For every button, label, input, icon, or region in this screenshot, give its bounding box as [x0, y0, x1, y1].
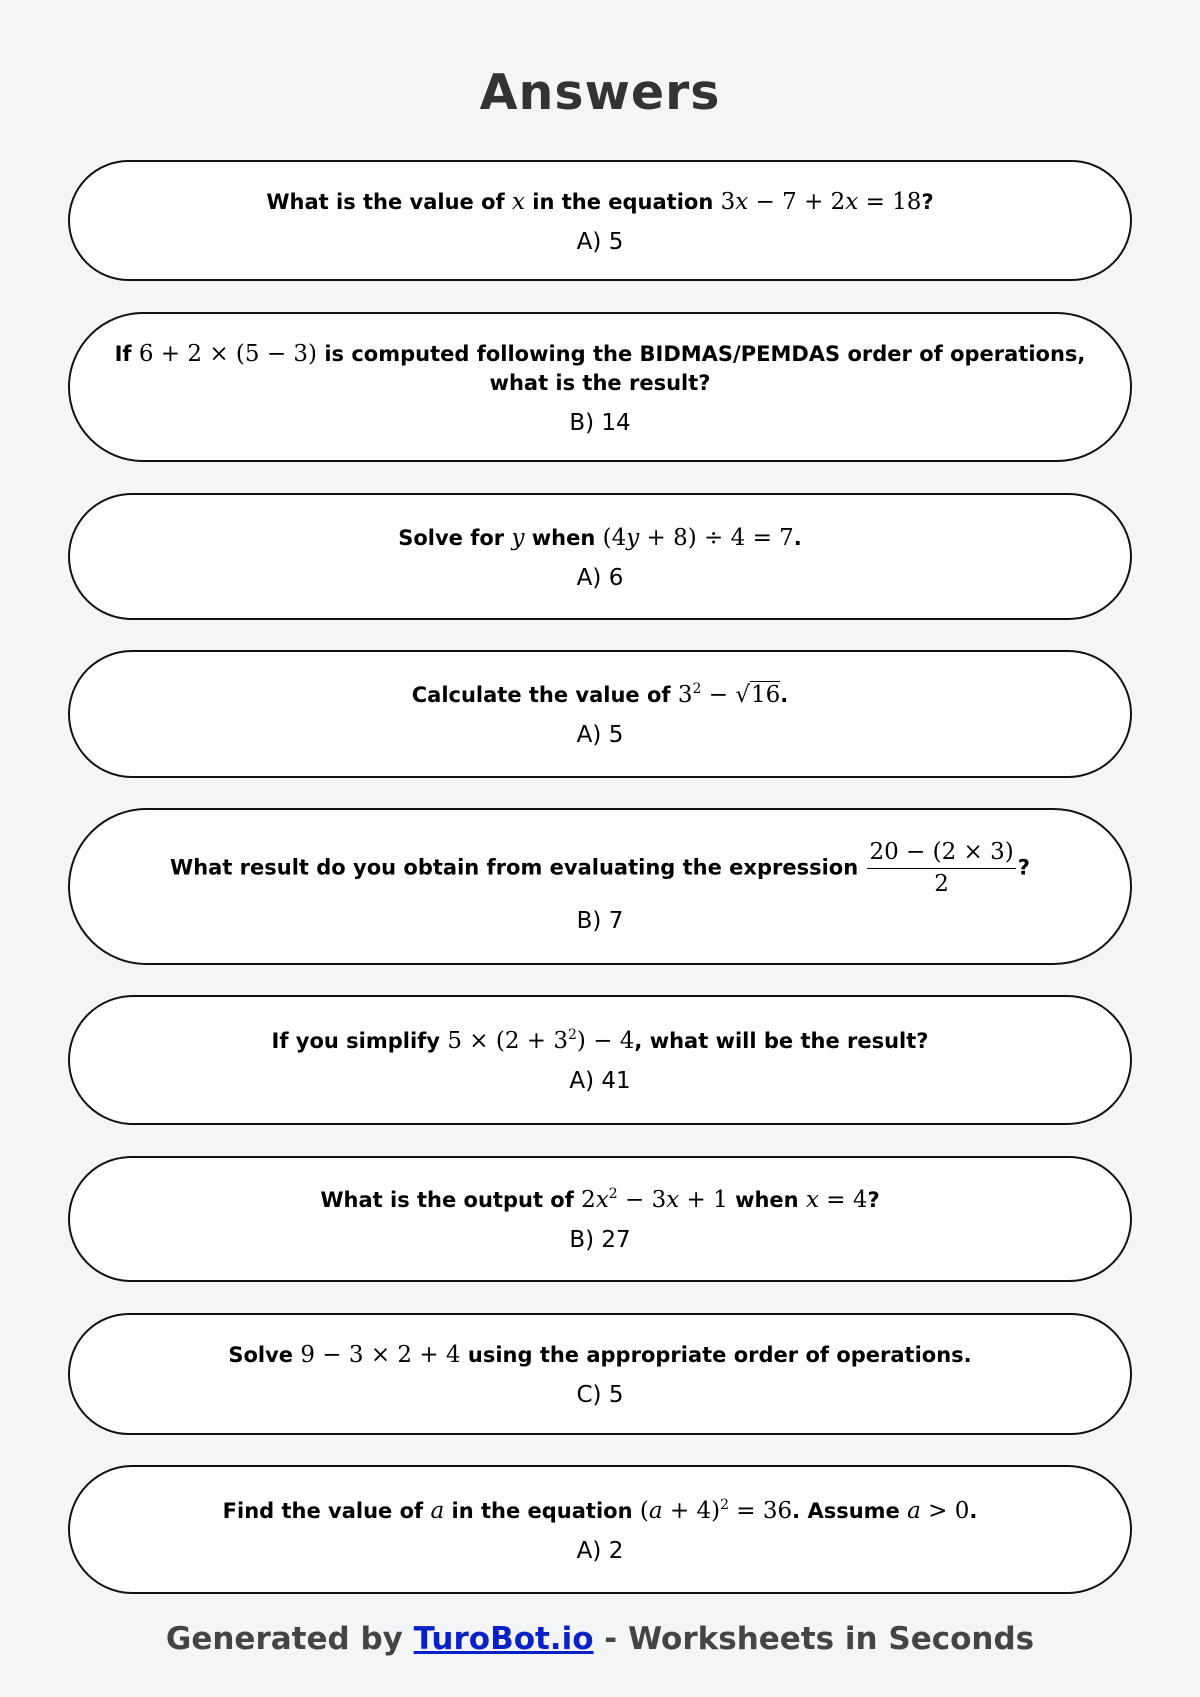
answer-text: A) 6 — [576, 564, 624, 591]
question-text: If 6 + 2 × (5 − 3) is computed following the BIDMAS/PEMDAS order of operations, what is the result? — [114, 340, 1086, 395]
question-card-9 — [68, 1465, 1132, 1594]
question-card-5 — [68, 808, 1132, 965]
turobot-link[interactable]: TuroBot.io — [413, 1621, 594, 1657]
page-title: Answers — [479, 64, 721, 121]
question-card-8 — [68, 1313, 1132, 1435]
question-card-2 — [68, 312, 1132, 462]
footer-suffix: - Worksheets in Seconds — [593, 1621, 1035, 1657]
question-card-7 — [68, 1156, 1132, 1282]
answer-text: A) 5 — [576, 722, 624, 748]
answer-text: B) 7 — [576, 907, 624, 934]
question-text: Solve 9 − 3 × 2 + 4 using the appropriate order of operations. — [228, 1342, 972, 1368]
question-text: What is the value of x in the equation 3x − 7 + 2x = 18? — [266, 188, 934, 215]
answer-text: C) 5 — [576, 1382, 624, 1408]
question-text: Calculate the value of $3^2 - √16$. — [411, 681, 789, 708]
footer — [0, 1621, 1200, 1657]
question-text: If you simplify $5 \times (2 + 3^2) - 4$, what will be the result? — [271, 1027, 929, 1054]
question-card-1 — [68, 160, 1132, 281]
answer-text: A) 5 — [576, 228, 624, 255]
question-text: What is the output of $2x^2 - 3x + 1$ when x = 4? — [320, 1186, 880, 1213]
question-text: Find the value of a in the equation $(a + 4)^2 = 36$. Assume a > 0. — [222, 1496, 978, 1524]
question-text: Solve for y when (4y + 8) ÷ 4 = 7. — [398, 524, 802, 551]
question-card-6 — [68, 995, 1132, 1125]
answer-text: A) 41 — [569, 1068, 631, 1094]
answer-text: A) 2 — [576, 1537, 624, 1564]
question-card-4 — [68, 650, 1132, 778]
footer-prefix: Generated by — [165, 1621, 414, 1657]
question-card-3 — [68, 493, 1132, 620]
question-text: What result do you obtain from evaluating the expression $\frac{20 - (2 \times 3)}{2}$ ? — [170, 838, 1030, 897]
answer-text: B) 27 — [569, 1227, 631, 1253]
fraction: $\frac{20 - (2 \times 3)}{2}$ — [869, 838, 1014, 897]
answer-text: B) 14 — [569, 409, 631, 436]
